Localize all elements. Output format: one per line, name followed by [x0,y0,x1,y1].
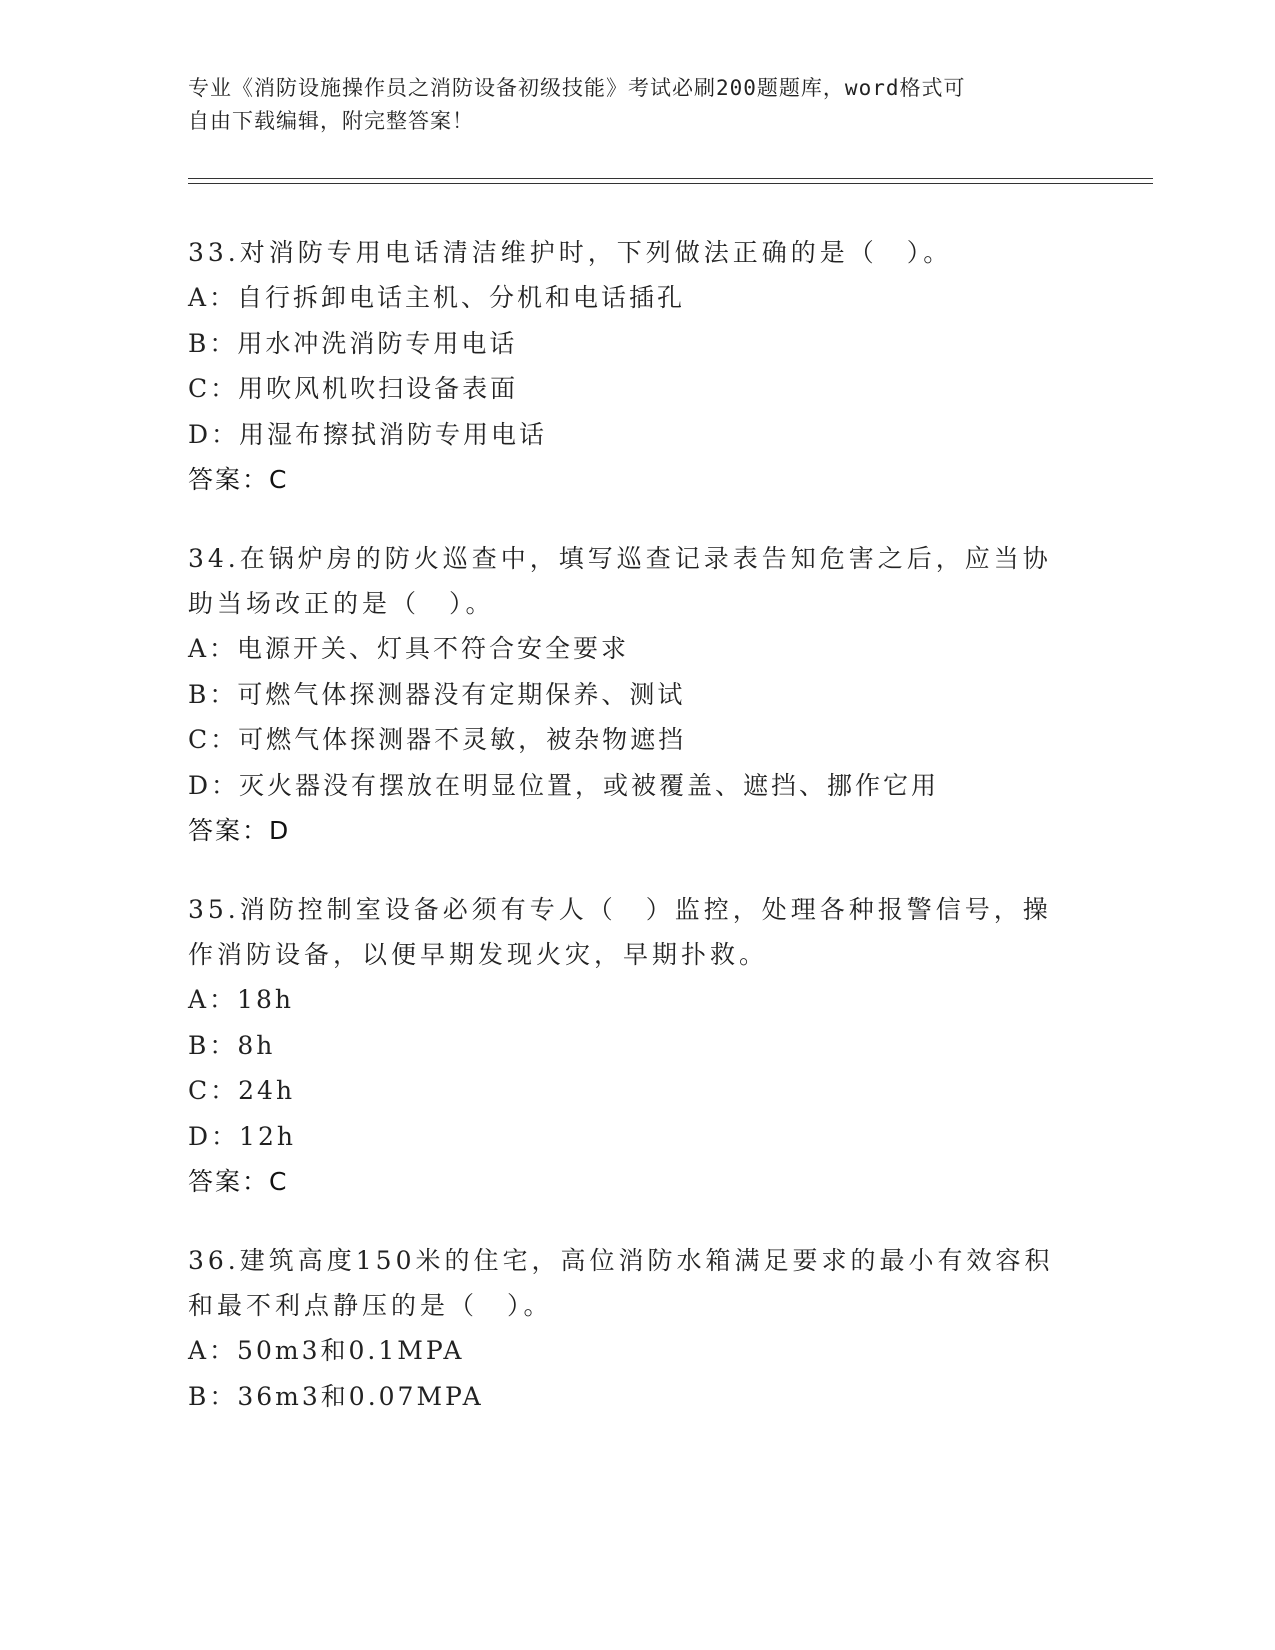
document-header [188,72,1088,138]
header-line-1: 专业《消防设施操作员之消防设备初级技能》考试必刷200题题库，word格式可 [188,76,966,100]
option-b: B：可燃气体探测器没有定期保养、测试 [188,679,686,709]
option-a: A：自行拆卸电话主机、分机和电话插孔 [188,283,686,312]
option-d: D：12h [188,1121,296,1151]
question-35 [188,887,1088,1204]
option-c: C：用吹风机吹扫设备表面 [188,374,519,403]
question-stem: 35.消防控制室设备必须有专人（ ）监控，处理各种报警信号，操作消防设备，以便早期发现火灾，早期扑救。 [188,895,1052,969]
answer-line: 答案：D [188,816,291,845]
option-a: A：电源开关、灯具不符合安全要求 [188,634,630,663]
option-d: D：灭火器没有摆放在明显位置，或被覆盖、遮挡、挪作它用 [188,770,940,800]
question-stem: 34.在锅炉房的防火巡查中，填写巡查记录表告知危害之后，应当协助当场改正的是（ ）。 [188,544,1052,618]
answer-line: 答案：C [188,1167,289,1196]
option-c: C：24h [188,1076,296,1105]
question-34 [188,536,1088,853]
option-b: B：用水冲洗消防专用电话 [188,328,518,358]
option-a: A：18h [188,985,294,1014]
header-line-2: 自由下载编辑，附完整答案！ [188,109,474,133]
option-b: B：36m3和0.07MPA [188,1381,484,1411]
question-list [188,230,1088,1453]
option-c: C：可燃气体探测器不灵敏，被杂物遮挡 [188,725,687,754]
question-stem: 33.对消防专用电话清洁维护时，下列做法正确的是（ ）。 [188,238,953,267]
option-a: A：50m3和0.1MPA [188,1336,465,1365]
option-d: D：用湿布擦拭消防专用电话 [188,419,548,449]
option-b: B：8h [188,1030,276,1060]
answer-line: 答案：C [188,465,289,494]
header-divider-top [188,178,1153,179]
header-divider-bottom [188,183,1153,184]
question-stem: 36.建筑高度150米的住宅，高位消防水箱满足要求的最小有效容积和最不利点静压的是（ ）。 [188,1246,1054,1320]
question-33 [188,230,1088,502]
question-36 [188,1238,1088,1419]
